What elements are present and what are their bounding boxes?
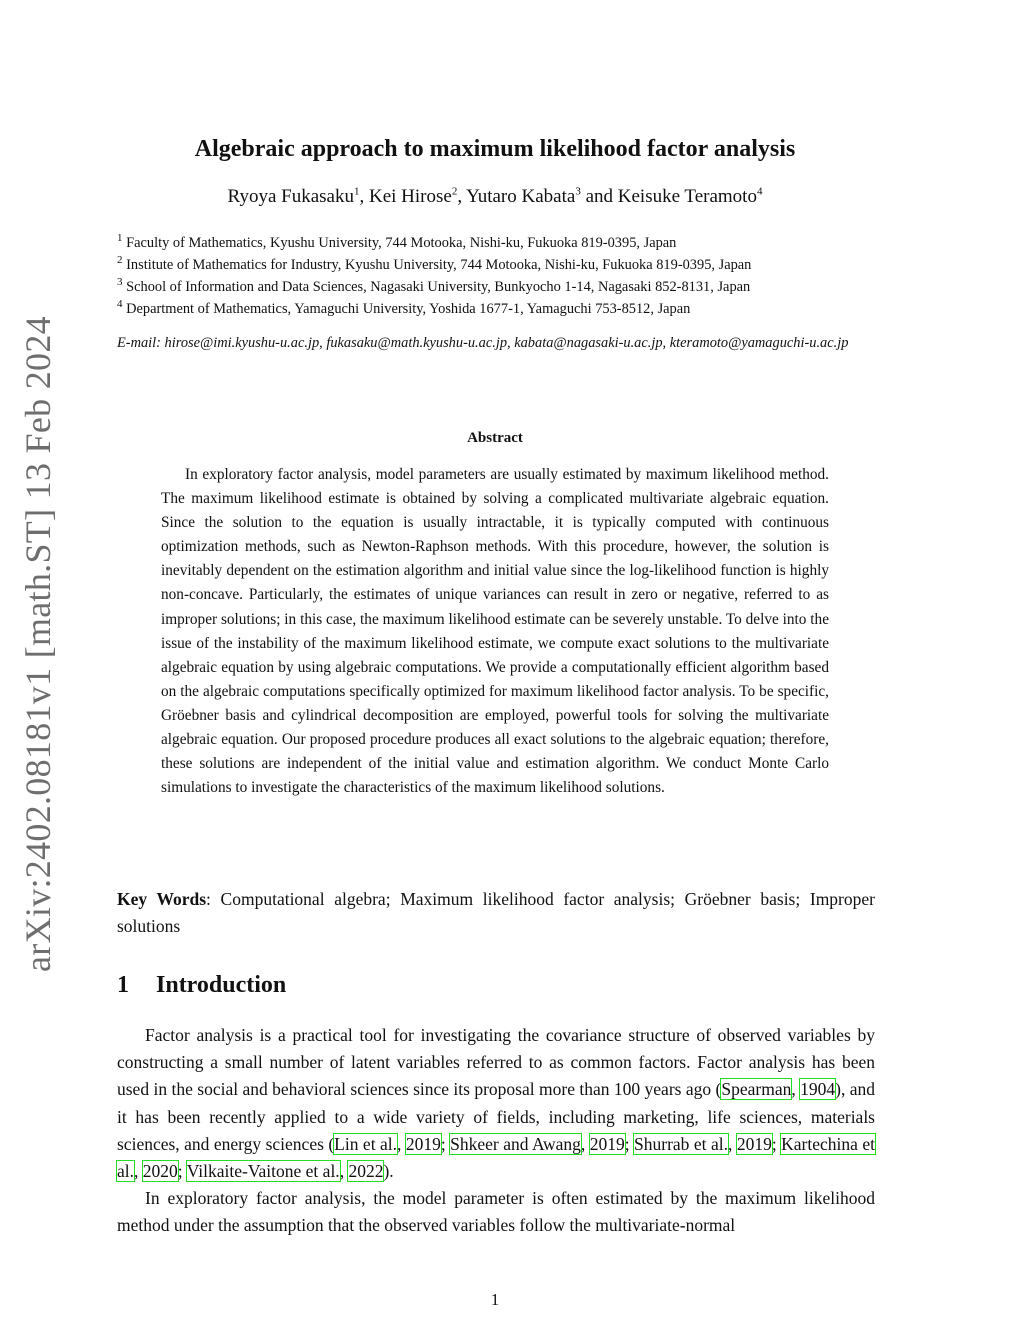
citation-link[interactable]: Spearman <box>721 1079 792 1100</box>
citation-link[interactable]: Lin et al. <box>334 1133 398 1154</box>
abstract-body: In exploratory factor analysis, model parameters are usually estimated by maximum likelihood method. The maximum likelihood estimate is obtained by solving a complicated multivariate algebraic equation. Since the solution to the equation is usually intractable, it is typically computed with continuous optimization methods, such as Newton-Raphson methods. With this procedure, however, the solution is inevitably dependent on the estimation algorithm and initial value since the log-likelihood function is highly non-concave. Particularly, the estimates of unique variances can result in zero or negative, referred to as improper solutions; in this case, the maximum likelihood estimate can be severely unstable. To delve into the issue of the instability of the maximum likelihood estimate, we compute exact solutions to the multivariate algebraic equation by using algebraic computations. We provide a computationally efficient algorithm based on the algebraic computations specifically optimized for maximum likelihood factor analysis. To be specific, Gröebner basis and cylindrical decomposition are employed, powerful tools for solving the multivariate algebraic equation. Our proposed procedure produces all exact solutions to the algebraic equation; therefore, these solutions are independent of the initial value and estimation algorithm. We conduct Monte Carlo simulations to investigate the characteristics of the maximum likelihood solutions. <box>161 466 829 797</box>
keywords-text: : Computational algebra; Maximum likelihood factor analysis; Gröebner basis; Improper solutions <box>117 889 875 936</box>
introduction-body <box>117 1022 875 1240</box>
text-run: , <box>791 1079 801 1100</box>
author-name: Kei Hirose <box>368 186 452 207</box>
section-number: 1 <box>117 972 129 998</box>
section-title: Introduction <box>156 972 287 998</box>
affiliation-list <box>117 232 877 320</box>
text-run: ), and it has been recently applied to a wide variety of fields, including marketing, life sciences, materials sciences, and energy sciences ( <box>117 1079 875 1154</box>
keywords <box>117 886 875 940</box>
text-run: ; <box>771 1133 782 1154</box>
section-heading <box>117 972 286 999</box>
affiliation-item <box>117 232 877 254</box>
text-run: ; <box>177 1161 187 1182</box>
keywords-label: Key Words <box>117 889 207 909</box>
page-number: 1 <box>490 1290 500 1309</box>
author-name: Ryoya Fukasaku <box>227 186 354 207</box>
affiliation-item <box>117 276 877 298</box>
text-run: ; <box>624 1133 635 1154</box>
paragraph <box>117 1022 875 1185</box>
affiliation-item <box>117 254 877 276</box>
arxiv-id: arXiv:2402.08181v1 [math.ST] 13 Feb 2024 <box>18 316 59 972</box>
citation-link[interactable]: 2020 <box>142 1161 178 1182</box>
text-run: ). <box>383 1161 394 1182</box>
author-affil-mark: 1 <box>353 185 360 198</box>
text-run: , <box>727 1133 737 1154</box>
citation-link[interactable]: Vilkaite-Vaitone et al. <box>186 1161 340 1182</box>
citation-link[interactable]: 2019 <box>405 1133 441 1154</box>
affiliation-number: 4 <box>117 298 123 311</box>
text-run: , <box>397 1133 406 1154</box>
citation-link[interactable]: 2019 <box>736 1133 772 1154</box>
citation-link[interactable]: 2019 <box>589 1133 625 1154</box>
text-run: ; <box>440 1133 451 1154</box>
affiliation-number: 1 <box>117 232 123 245</box>
citation-link[interactable]: Shkeer and Awang <box>450 1133 581 1154</box>
paragraph: In exploratory factor analysis, the model parameter is often estimated by the maximum likelihood method under the assumption that the observed variables follow the multivariate-normal <box>117 1188 875 1236</box>
citation-link[interactable]: 2022 <box>348 1161 384 1182</box>
author-affil-mark: 4 <box>756 185 763 198</box>
author-affil-mark: 2 <box>451 185 458 198</box>
text-run: Factor analysis is a practical tool for investigating the covariance structure of observed variables by constructing a small number of latent variables referred to as common factors. Factor analysis has been used in the social and behavioral sciences since its proposal more than 100 years ago ( <box>117 1025 875 1100</box>
affiliation-number: 3 <box>117 276 123 289</box>
author-affil-mark: 3 <box>575 185 581 198</box>
paper-title: Algebraic approach to maximum likelihood factor analysis <box>194 136 796 162</box>
abstract-heading: Abstract <box>467 430 523 446</box>
text-run: , <box>580 1133 590 1154</box>
author-name: Yutaro Kabata <box>466 186 576 207</box>
author-separator: and <box>580 186 618 207</box>
affiliation-text: Department of Mathematics, Yamaguchi University, Yoshida 1677-1, Yamaguchi 753-8512, Japan <box>126 301 691 317</box>
citation-link[interactable]: Shurrab et al. <box>634 1133 728 1154</box>
author-separator: , <box>359 186 369 207</box>
arxiv-sidebar-stamp <box>8 316 68 972</box>
citation-link[interactable]: Kartechina et al. <box>117 1133 875 1182</box>
affiliation-item <box>117 298 877 320</box>
affiliation-text: School of Information and Data Sciences, Nagasaki University, Bunkyocho 1-14, Nagasaki 852-8131, Japan <box>126 279 751 295</box>
email-line: E-mail: hirose@imi.kyushu-u.ac.jp, fukasaku@math.kyushu-u.ac.jp, kabata@nagasaki-u.ac.jp, kteramoto@yamaguchi-u.ac.jp <box>117 335 849 351</box>
author-list <box>0 186 990 208</box>
text-run: , <box>134 1161 143 1182</box>
text-run: , <box>339 1161 349 1182</box>
citation-link[interactable]: 1904 <box>800 1079 836 1100</box>
affiliation-text: Institute of Mathematics for Industry, Kyushu University, 744 Motooka, Nishi-ku, Fukuoka 819-0395, Japan <box>126 257 752 273</box>
affiliation-text: Faculty of Mathematics, Kyushu University, 744 Motooka, Nishi-ku, Fukuoka 819-0395, Japan <box>126 235 677 251</box>
author-separator: , <box>457 186 467 207</box>
author-name: Keisuke Teramoto <box>617 186 757 207</box>
affiliation-number: 2 <box>117 254 123 267</box>
